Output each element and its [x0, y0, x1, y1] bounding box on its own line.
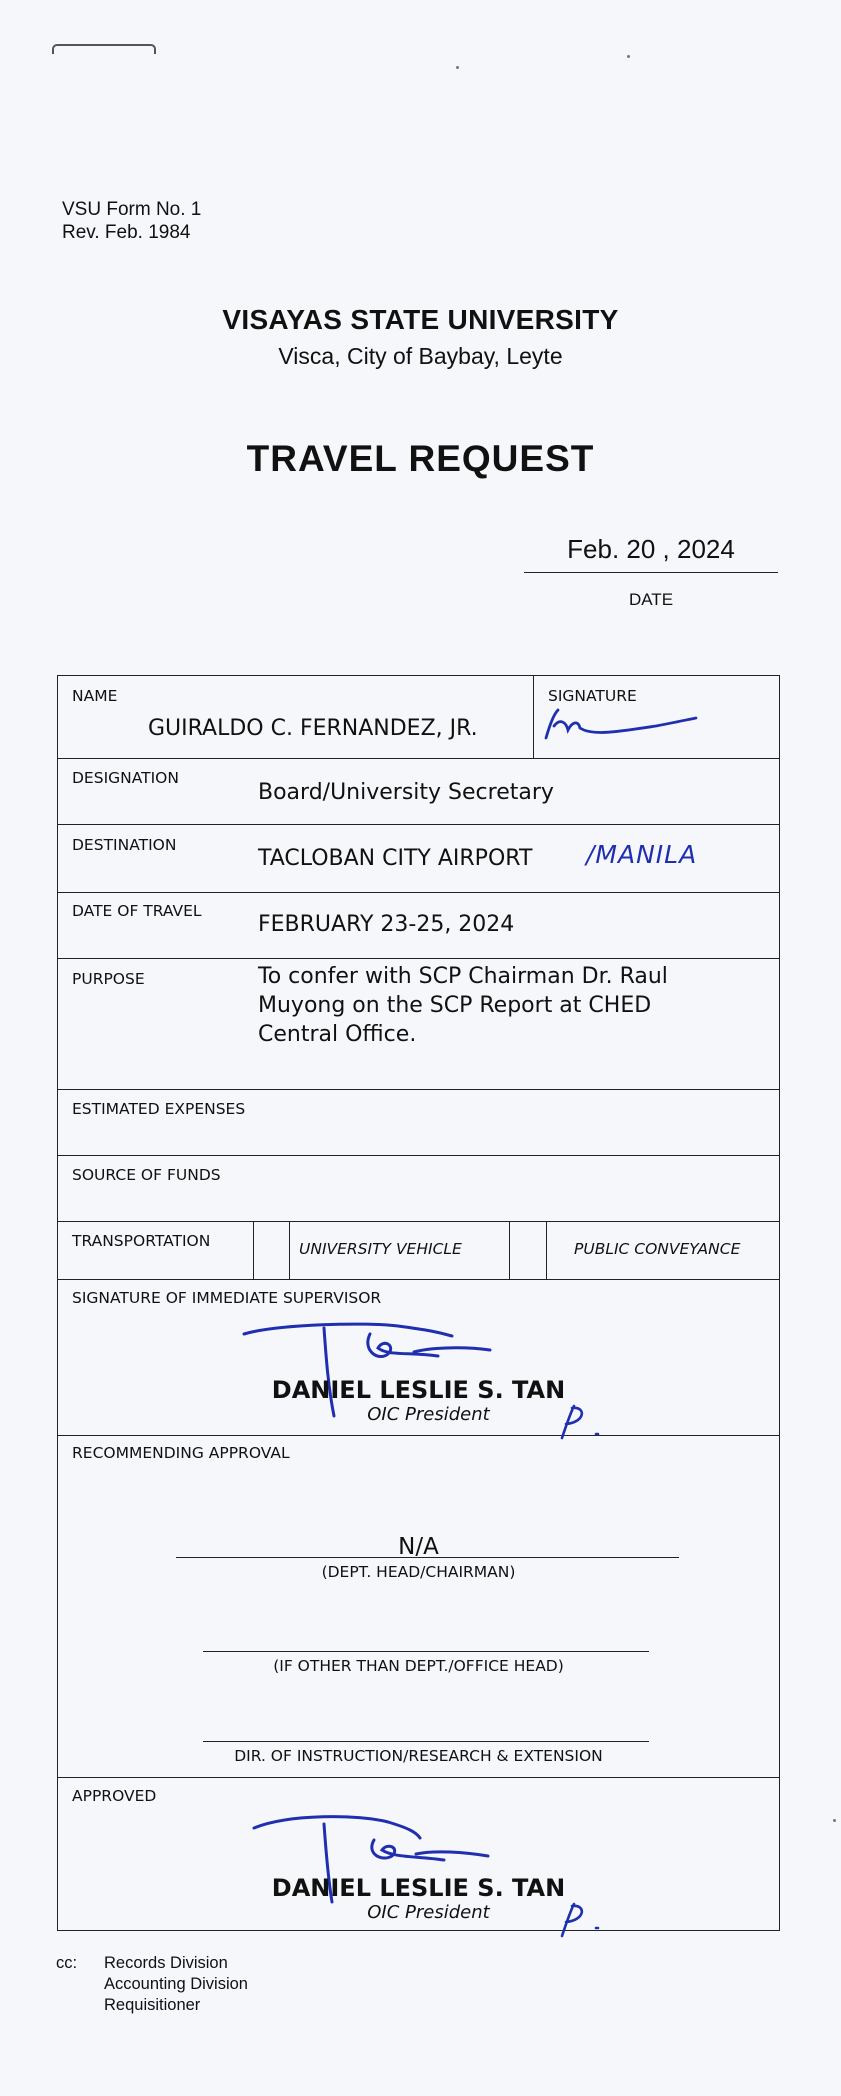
approver-block: [58, 1874, 779, 1923]
cc-label: cc:: [56, 1954, 78, 1972]
director-caption: DIR. OF INSTRUCTION/RESEARCH & EXTENSION: [234, 1747, 603, 1765]
estimated-expenses-label: ESTIMATED EXPENSES: [72, 1100, 246, 1118]
signature-column-divider: [533, 676, 534, 758]
form-revision: Rev. Feb. 1984: [62, 222, 191, 243]
travel-request-form: [57, 675, 780, 1931]
cc-item: Accounting Division: [104, 1975, 248, 1993]
destination-label: DESTINATION: [72, 836, 177, 854]
cc-item: Requisitioner: [104, 1996, 201, 2014]
staple-mark: [52, 44, 156, 54]
dept-head-signline: [176, 1557, 679, 1558]
applicant-signature: [536, 696, 716, 756]
public-conveyance-option: PUBLIC CONVEYANCE: [574, 1240, 741, 1258]
row-divider: [58, 1089, 779, 1090]
university-vehicle-checkbox[interactable]: [254, 1222, 288, 1278]
recommending-approval-label: RECOMMENDING APPROVAL: [72, 1444, 290, 1462]
approver-name: DANIEL LESLIE S. TAN: [271, 1874, 566, 1902]
designation-label: DESIGNATION: [72, 769, 179, 787]
dept-head-value: N/A: [398, 1534, 439, 1560]
transport-divider: [289, 1221, 290, 1279]
purpose-line: Central Office.: [258, 1022, 417, 1047]
university-address: Visca, City of Baybay, Leyte: [278, 343, 563, 369]
row-divider: [58, 1279, 779, 1280]
document-title: TRAVEL REQUEST: [246, 438, 595, 479]
director-signline: [203, 1741, 649, 1742]
approver-initial: [552, 1894, 612, 1944]
purpose-label: PURPOSE: [72, 970, 145, 988]
paper-speck: [627, 55, 630, 58]
dept-head-caption: (DEPT. HEAD/CHAIRMAN): [321, 1563, 516, 1581]
transport-divider: [546, 1221, 547, 1279]
date-underline: [524, 572, 778, 573]
public-conveyance-checkbox[interactable]: [510, 1222, 545, 1278]
row-divider: [58, 892, 779, 893]
paper-speck: [833, 1819, 836, 1822]
destination-handwritten: /MANILA: [586, 840, 698, 869]
supervisor-label: SIGNATURE OF IMMEDIATE SUPERVISOR: [72, 1289, 382, 1307]
paper-speck: [456, 66, 459, 69]
approved-label: APPROVED: [72, 1787, 157, 1805]
supervisor-position: OIC President: [367, 1404, 490, 1425]
other-head-signline: [203, 1651, 649, 1652]
name-label: NAME: [72, 687, 118, 705]
date-of-travel-value: FEBRUARY 23-25, 2024: [258, 912, 515, 937]
university-name: VISAYAS STATE UNIVERSITY: [222, 304, 619, 335]
date-of-travel-label: DATE OF TRAVEL: [72, 902, 202, 920]
row-divider: [58, 1221, 779, 1222]
form-number-block: [62, 198, 201, 244]
transportation-label: TRANSPORTATION: [72, 1232, 211, 1250]
signature-label: SIGNATURE: [548, 687, 637, 705]
row-divider: [58, 758, 779, 759]
row-divider: [58, 958, 779, 959]
approver-position: OIC President: [367, 1902, 490, 1923]
row-divider: [58, 824, 779, 825]
purpose-line: Muyong on the SCP Report at CHED: [258, 993, 652, 1018]
purpose-line: To confer with SCP Chairman Dr. Raul: [258, 964, 668, 989]
other-head-caption: (IF OTHER THAN DEPT./OFFICE HEAD): [273, 1657, 564, 1675]
date-label: DATE: [628, 590, 674, 609]
row-divider: [58, 1777, 779, 1778]
cc-list: [104, 1953, 248, 2016]
cc-item: Records Division: [104, 1954, 228, 1972]
form-number: VSU Form No. 1: [62, 199, 202, 220]
university-vehicle-option: UNIVERSITY VEHICLE: [299, 1240, 462, 1258]
row-divider: [58, 1435, 779, 1436]
purpose-value: [258, 962, 668, 1049]
supervisor-block: [58, 1376, 779, 1425]
supervisor-name: DANIEL LESLIE S. TAN: [271, 1376, 566, 1404]
destination-value: TACLOBAN CITY AIRPORT: [258, 846, 533, 871]
designation-value: Board/University Secretary: [258, 780, 554, 805]
supervisor-initial: [552, 1396, 612, 1446]
row-divider: [58, 1155, 779, 1156]
name-value: GUIRALDO C. FERNANDEZ, JR.: [148, 716, 478, 741]
date-value: Feb. 20 , 2024: [567, 534, 735, 564]
source-of-funds-label: SOURCE OF FUNDS: [72, 1166, 221, 1184]
